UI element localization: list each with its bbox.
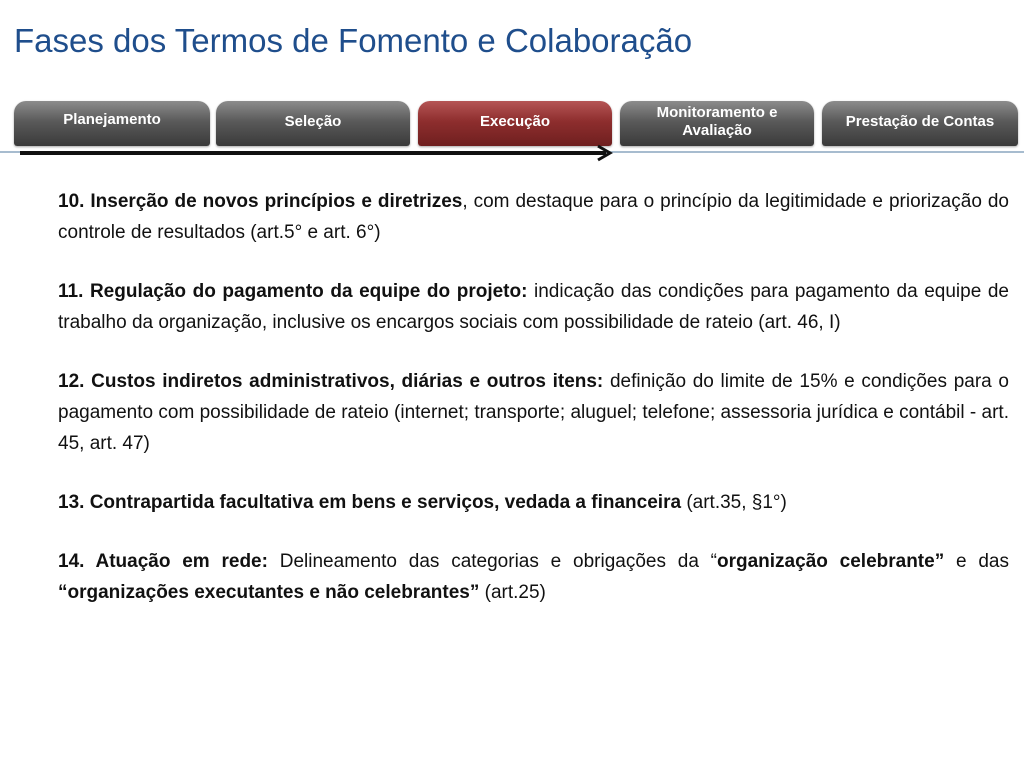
tab-execucao[interactable]: [418, 101, 612, 146]
item-12-heading: 12. Custos indiretos administrativos, diárias e outros itens:: [58, 371, 604, 392]
item-14-text-3: (art.25): [479, 582, 546, 603]
item-14-text: Delineamento das categorias e obrigações da “: [267, 551, 717, 572]
content-body: [58, 186, 1009, 636]
item-10-heading: 10. Inserção de novos princípios e diretrizes: [58, 191, 463, 212]
tab-monitoramento-label: [657, 104, 778, 140]
tab-monitoramento-avaliacao[interactable]: [620, 101, 814, 146]
tab-prestacao-de-contas[interactable]: [822, 101, 1018, 146]
tab-prestacao-label: Prestação de Contas: [845, 112, 995, 130]
item-14-bold-organizacao: organização celebrante”: [717, 551, 945, 572]
tab-execucao-label: Execução: [479, 112, 551, 130]
item-11: [58, 276, 1009, 338]
item-13: [58, 487, 1009, 518]
item-14-heading: 14. Atuação em rede:: [58, 551, 268, 572]
tab-planejamento[interactable]: [14, 101, 210, 146]
slide-title: Fases dos Termos de Fomento e Colaboração: [14, 22, 693, 59]
item-11-text: indicação das condições para pagamento da equipe de trabalho da organização, inclusive os encargos sociais com possibilidade de rateio (art. 46, I): [58, 281, 1010, 333]
progress-arrow-icon: [18, 143, 618, 163]
item-12: [58, 366, 1009, 459]
item-11-heading: 11. Regulação do pagamento da equipe do projeto:: [58, 281, 528, 302]
item-13-text: (art.35, §1°): [681, 492, 787, 513]
tab-planejamento-label: Planejamento: [63, 110, 161, 128]
item-14-bold-organizacoes: “organizações executantes e não celebrantes”: [58, 582, 480, 603]
item-12-text: definição do limite de 15% e condições para o pagamento com possibilidade de rateio (internet; transporte; aluguel; telefone; assessoria jurídica e contábil - art. 45, art. 47): [58, 371, 1009, 454]
item-13-heading: 13. Contrapartida facultativa em bens e serviços, vedada a financeira: [58, 492, 682, 513]
item-14: [58, 546, 1009, 608]
tab-monitoramento-label-line1: Monitoramento e: [656, 103, 778, 121]
item-14-text-2: e das: [944, 551, 1009, 572]
item-10: [58, 186, 1009, 248]
tab-selecao[interactable]: [216, 101, 410, 146]
item-10-text: , com destaque para o princípio da legitimidade e priorização do controle de resultados (art.5° e art. 6°): [58, 191, 1009, 243]
tab-selecao-label: Seleção: [284, 112, 342, 130]
tab-monitoramento-label-line2: Avaliação: [682, 121, 752, 139]
